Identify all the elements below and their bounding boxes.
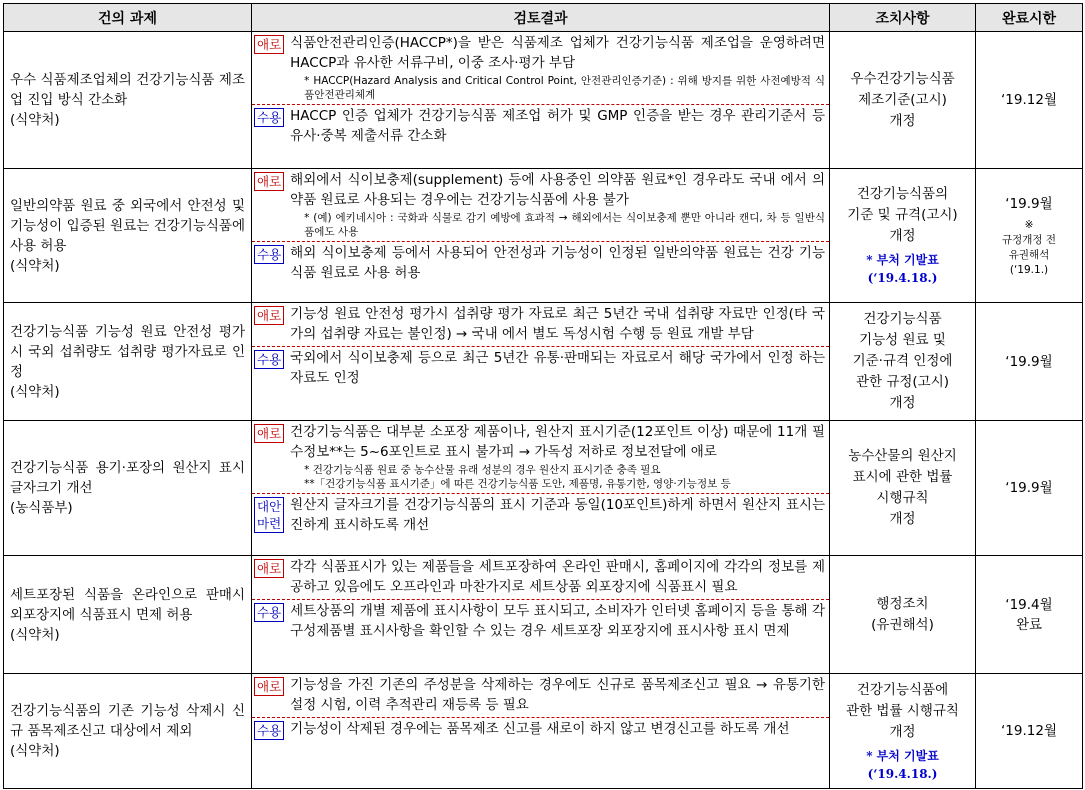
review-block bbox=[252, 241, 829, 285]
action-cell bbox=[830, 303, 976, 421]
attachment-note: * 부처 기발표 (‘19.4.18.) bbox=[866, 748, 939, 781]
action-text: 우수건강기능식품 제조기준(고시) 개정 bbox=[850, 70, 955, 129]
table-body bbox=[4, 32, 1083, 789]
review-text: 국외에서 식이보충제 등으로 최근 5년간 유통·판매되는 자료로서 해당 국가에서 인정 하는 자료도 인정 bbox=[290, 350, 825, 386]
review-text: 원산지 글자크기를 건강기능식품의 표시 기준과 동일(10포인트)하게 하면서 원산지 표시는 진하게 표시하도록 개선 bbox=[290, 497, 825, 533]
review-footnote: * (예) 에키네시아 : 국화과 식물로 감기 예방에 효과적 → 해외에서는 식이보충제 뿐만 아니라 캔디, 차 등 일반식품에도 사용 bbox=[304, 212, 825, 238]
due-text: ‘19.9월 bbox=[1005, 353, 1053, 370]
review-text-wrap bbox=[290, 676, 825, 715]
due-text: ‘19.12월 bbox=[1001, 92, 1057, 108]
review-block bbox=[252, 303, 829, 346]
review-block bbox=[252, 599, 829, 643]
table-row bbox=[4, 421, 1083, 556]
review-block bbox=[252, 169, 829, 241]
due-cell bbox=[976, 303, 1083, 421]
due-text: ‘19.4월 완료 bbox=[1005, 596, 1053, 633]
review-text: 세트상품의 개별 제품에 표시사항이 모두 표시되고, 소비자가 인터넷 홈페이지 등을 통해 각 구성제품별 표시사항을 확인할 수 있는 경우 세트포장 외포장지에 표시사항 표시 면제 bbox=[290, 603, 825, 639]
review-block bbox=[252, 421, 829, 493]
due-text: ‘19.9월 bbox=[1005, 195, 1053, 212]
action-cell bbox=[830, 32, 976, 169]
action-text: 건강기능식품의 기준 및 규격(고시) 개정 bbox=[847, 186, 958, 244]
review-text: 기능성 원료 안전성 평가시 섭취량 평가 자료로 최근 5년간 국내 섭취량 자료만 인정(타 국가의 섭취량 자료는 불인정) → 국내 에서 별도 독성시험 수행 등 원료 개발 부담 bbox=[290, 306, 825, 342]
review-cell bbox=[252, 303, 830, 421]
review-block bbox=[252, 346, 829, 390]
table-row bbox=[4, 303, 1083, 421]
review-text: 해외 식이보충제 등에서 사용되어 안전성과 기능성이 인정된 일반의약품 원료는 건강 기능식품 원료로 사용 허용 bbox=[290, 245, 825, 281]
review-block bbox=[252, 674, 829, 717]
table-row bbox=[4, 674, 1083, 789]
action-text: 건강기능식품에 관한 법률 시행규칙 개정 bbox=[846, 681, 959, 740]
review-cell bbox=[252, 556, 830, 674]
status-tag: 애로 bbox=[254, 424, 284, 443]
review-text: 건강기능식품은 대부분 소포장 제품이나, 원산지 표시기준(12포인트 이상) 때문에 11개 필수정보**는 5~6포인트로 표시 불가피 → 가독성 저하로 정보전달에 애로 bbox=[290, 424, 825, 460]
review-block bbox=[252, 104, 829, 148]
review-text-wrap bbox=[290, 34, 825, 102]
action-cell bbox=[830, 674, 976, 789]
header-review: 검토결과 bbox=[252, 4, 830, 32]
review-cell bbox=[252, 421, 830, 556]
task-cell: 건강기능식품 기능성 원료 안전성 평가시 국외 섭취량도 섭취량 평가자료로 인정 (식약처) bbox=[4, 303, 252, 421]
task-cell: 일반의약품 원료 중 외국에서 안전성 및 기능성이 입증된 원료는 건강기능식품에 사용 허용 (식약처) bbox=[4, 169, 252, 303]
due-text: ‘19.9월 bbox=[1005, 480, 1053, 496]
action-text: 행정조치 (유권해석) bbox=[871, 595, 934, 633]
status-tag: 애로 bbox=[254, 306, 284, 325]
review-block bbox=[252, 717, 829, 742]
action-cell bbox=[830, 169, 976, 303]
status-tag: 수용 bbox=[254, 721, 284, 740]
review-text-wrap bbox=[290, 720, 825, 740]
review-text-wrap bbox=[290, 558, 825, 597]
review-table bbox=[3, 3, 1083, 789]
review-text-wrap bbox=[290, 171, 825, 239]
review-text-wrap bbox=[290, 423, 825, 491]
review-cell bbox=[252, 32, 830, 169]
due-footnote: ※ 규정개정 전 유권해석 (‘19.1.) bbox=[1001, 218, 1057, 276]
header-row bbox=[4, 4, 1083, 32]
action-text: 건강기능식품 기능성 원료 및 기준·규격 인정에 관한 규정(고시) 개정 bbox=[852, 311, 953, 411]
header-task: 건의 과제 bbox=[4, 4, 252, 32]
action-cell bbox=[830, 556, 976, 674]
due-cell bbox=[976, 556, 1083, 674]
review-footnote: * 건강기능식품 원료 중 농수산물 유래 성분의 경우 원산지 표시기준 충족 필요 **「건강기능식품 표시기준」에 따른 건강기능식품 도안, 제품명, 유통기한, 영양·기능정보 등 bbox=[304, 464, 731, 490]
status-tag: 대안 마련 bbox=[254, 497, 284, 533]
task-cell: 세트포장된 식품을 온라인으로 판매시 외포장지에 식품표시 면제 허용 (식약처) bbox=[4, 556, 252, 674]
review-text: 각각 식품표시가 있는 제품들을 세트포장하여 온라인 판매시, 홈페이지에 각각의 정보를 제공하고 있음에도 오프라인과 마찬가지로 세트상품 외포장지에 식품표시 필요 bbox=[290, 559, 825, 595]
due-cell bbox=[976, 169, 1083, 303]
table-row bbox=[4, 169, 1083, 303]
due-cell bbox=[976, 32, 1083, 169]
review-text-wrap bbox=[290, 496, 825, 535]
review-text: 기능성을 가진 기존의 주성분을 삭제하는 경우에도 신규로 품목제조신고 필요 → 유통기한 설정 시험, 이력 추적관리 재등록 등 필요 bbox=[290, 677, 825, 713]
status-tag: 수용 bbox=[254, 108, 284, 127]
review-text-wrap bbox=[290, 305, 825, 344]
review-text-wrap bbox=[290, 107, 825, 146]
table-row bbox=[4, 32, 1083, 169]
status-tag: 수용 bbox=[254, 350, 284, 369]
status-tag: 수용 bbox=[254, 245, 284, 264]
action-cell bbox=[830, 421, 976, 556]
task-cell: 우수 식품제조업체의 건강기능식품 제조업 진입 방식 간소화 (식약처) bbox=[4, 32, 252, 169]
review-text-wrap bbox=[290, 349, 825, 388]
review-block bbox=[252, 556, 829, 599]
due-text: ‘19.12월 bbox=[1001, 723, 1057, 739]
task-cell: 건강기능식품의 기존 기능성 삭제시 신규 품목제조신고 대상에서 제외 (식약처) bbox=[4, 674, 252, 789]
table-row bbox=[4, 556, 1083, 674]
status-tag: 애로 bbox=[254, 677, 284, 696]
review-text: 해외에서 식이보충제(supplement) 등에 사용중인 의약품 원료*인 경우라도 국내 에서 의약품 원료로 사용되는 경우에는 건강기능식품에 사용 불가 bbox=[290, 172, 825, 208]
review-text: HACCP 인증 업체가 건강기능식품 제조업 허가 및 GMP 인증을 받는 경우 관리기준서 등 유사·중복 제출서류 간소화 bbox=[290, 108, 825, 144]
status-tag: 애로 bbox=[254, 35, 284, 54]
status-tag: 애로 bbox=[254, 559, 284, 578]
due-cell bbox=[976, 421, 1083, 556]
status-tag: 수용 bbox=[254, 603, 284, 622]
due-cell bbox=[976, 674, 1083, 789]
header-due: 완료시한 bbox=[976, 4, 1083, 32]
review-text: 기능성이 삭제된 경우에는 품목제조 신고를 새로이 하지 않고 변경신고를 하도록 개선 bbox=[290, 721, 790, 737]
review-cell bbox=[252, 674, 830, 789]
header-action: 조치사항 bbox=[830, 4, 976, 32]
attachment-note: * 부처 기발표 (‘19.4.18.) bbox=[866, 253, 939, 285]
review-text-wrap bbox=[290, 602, 825, 641]
action-text: 농수산물의 원산지 표시에 관한 법률 시행규칙 개정 bbox=[848, 448, 957, 527]
review-footnote: * HACCP(Hazard Analysis and Critical Control Point, 안전관리인증기준) : 위해 방지를 위한 사전예방적 식품안전관리체계 bbox=[304, 75, 825, 101]
task-cell: 건강기능식품 용기·포장의 원산지 표시 글자크기 개선 (농식품부) bbox=[4, 421, 252, 556]
status-tag: 애로 bbox=[254, 172, 284, 191]
review-text-wrap bbox=[290, 244, 825, 283]
review-block bbox=[252, 32, 829, 104]
review-text: 식품안전관리인증(HACCP*)을 받은 식품제조 업체가 건강기능식품 제조업을 운영하려면 HACCP과 유사한 서류구비, 이중 조사·평가 부담 bbox=[290, 35, 825, 71]
review-block bbox=[252, 493, 829, 537]
review-cell bbox=[252, 169, 830, 303]
